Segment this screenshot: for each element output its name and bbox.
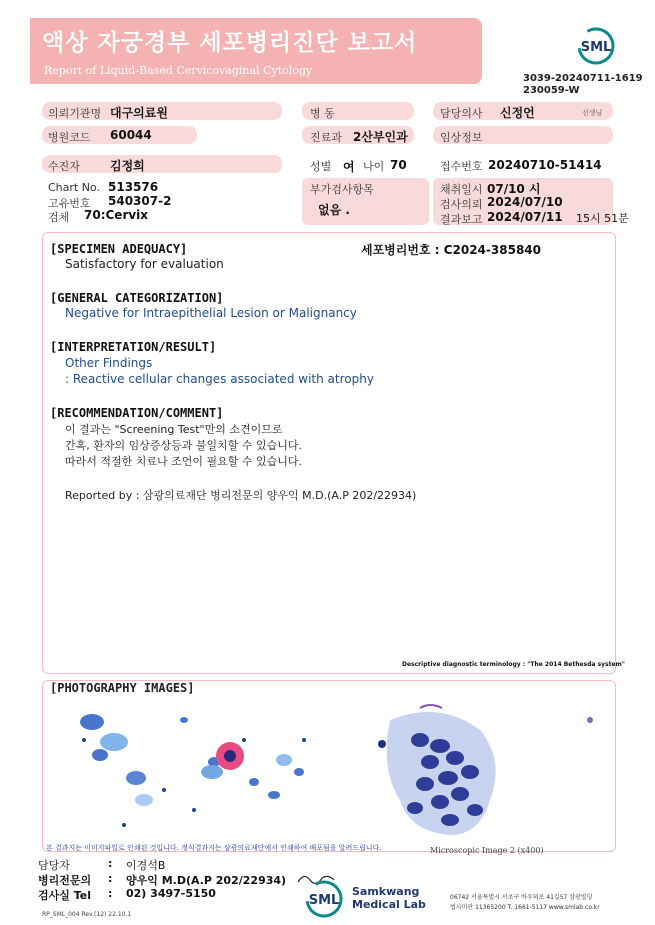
chart-value: 513576 bbox=[108, 180, 159, 194]
lab-address bbox=[450, 893, 600, 913]
adequacy-text: Satisfactory for evaluation bbox=[65, 257, 224, 271]
extra-value: 없음 . bbox=[318, 203, 350, 217]
sex-label: 성별 bbox=[310, 160, 332, 173]
photography-heading: [PHOTOGRAPHY IMAGES] bbox=[50, 681, 195, 695]
pathologist-colon: : bbox=[108, 872, 113, 885]
disclaimer-text: 본 결과지는 이미지파일로 인쇄된 것입니다. 정식결과지는 삼광의료재단에서 인쇄하여 배포됨을 알려드립니다. bbox=[46, 844, 382, 852]
microscopic-image-2 bbox=[330, 700, 614, 840]
institution-value: 대구의료원 bbox=[110, 106, 168, 120]
report-subtitle: Report of Liquid-Based Cervicovaginal Cytology bbox=[44, 64, 313, 77]
receipt-label: 접수번호 bbox=[440, 160, 483, 173]
clinical-label: 임상정보 bbox=[440, 131, 483, 144]
result-label: 결과보고 bbox=[440, 213, 483, 226]
specimen-value: 70:Cervix bbox=[84, 208, 149, 222]
staff-value: 이경석B bbox=[126, 859, 166, 872]
dept-label: 진료과 bbox=[310, 131, 342, 144]
extra-label: 부가검사항목 bbox=[310, 183, 374, 196]
doctor-label: 담당의사 bbox=[440, 107, 483, 120]
pathologist-label: 병리전문의 bbox=[38, 874, 92, 887]
institution-label: 의뢰기관명 bbox=[48, 107, 102, 120]
report-banner bbox=[30, 18, 482, 84]
specimen-label: 검체 bbox=[48, 211, 70, 224]
request-label: 검사의뢰 bbox=[440, 198, 483, 211]
doctor-value: 신정언 bbox=[500, 106, 535, 120]
unique-value: 540307-2 bbox=[108, 194, 172, 208]
doctor-suffix: 선생님 bbox=[582, 109, 603, 117]
microscopic-image-1 bbox=[44, 700, 328, 840]
form-number: RP_SML_004 Rev.(12) 22.10.1 bbox=[42, 911, 132, 918]
cytology-number: 세포병리번호 : C2024-385840 bbox=[361, 243, 541, 257]
report-code bbox=[523, 73, 643, 97]
chart-label: Chart No. bbox=[48, 181, 100, 194]
lab-address-line1: 06742 서울특별시 서초구 바우뫼로 41길57 삼광빌딩 bbox=[450, 894, 593, 901]
general-heading: [GENERAL CATEGORIZATION] bbox=[50, 291, 224, 305]
sml-footer-logo-icon bbox=[304, 879, 344, 919]
age-label: 나이 bbox=[363, 160, 385, 173]
tel-label: 검사실 Tel bbox=[38, 889, 91, 902]
lab-name-line1: Samkwang bbox=[352, 885, 420, 898]
logo-text: SML bbox=[580, 40, 612, 55]
recommendation-heading: [RECOMMENDATION/COMMENT] bbox=[50, 406, 224, 420]
reported-by: Reported by : 삼광의료재단 병리전문의 양우익 M.D.(A.P 202/22934) bbox=[65, 489, 417, 502]
sex-value: 여 bbox=[343, 160, 355, 174]
report-title: 액상 자궁경부 세포병리진단 보고서 bbox=[42, 30, 418, 56]
collect-value: 07/10 시 bbox=[487, 182, 541, 196]
hospital-code-label: 병원코드 bbox=[48, 131, 91, 144]
patient-label: 수진자 bbox=[48, 160, 80, 173]
recommendation-text-3: 따라서 적절한 치료나 조언이 필요할 수 있습니다. bbox=[65, 455, 302, 468]
unique-label: 고유번호 bbox=[48, 197, 91, 210]
general-text: Negative for Intraepithelial Lesion or Malignancy bbox=[65, 306, 357, 320]
tel-value: 02) 3497-5150 bbox=[126, 887, 216, 900]
lab-address-line2: 법사미판 11365200 T. 1661-5117 www.smlab.co.kr bbox=[450, 904, 600, 911]
patient-value: 김정희 bbox=[110, 159, 145, 173]
lab-name bbox=[352, 885, 426, 911]
result-value: 2024/07/11 bbox=[487, 210, 563, 224]
terminology-note: Descriptive diagnostic terminology : "The 2014 Bethesda system" bbox=[402, 661, 625, 668]
report-code-line2: 230059-W bbox=[523, 85, 580, 96]
age-value: 70 bbox=[390, 158, 407, 172]
interpretation-heading: [INTERPRETATION/RESULT] bbox=[50, 340, 217, 354]
hospital-code-value: 60044 bbox=[110, 128, 152, 142]
interpretation-text-2: : Reactive cellular changes associated with atrophy bbox=[65, 372, 374, 386]
report-code-line1: 3039-20240711-1619 bbox=[523, 73, 643, 84]
image-2-caption: Microscopic Image 2 (x400) bbox=[430, 846, 544, 855]
receipt-value: 20240710-51414 bbox=[488, 158, 602, 172]
footer-logo-text: SML bbox=[308, 893, 340, 908]
lab-name-line2: Medical Lab bbox=[352, 898, 426, 911]
adequacy-heading: [SPECIMEN ADEQUACY] bbox=[50, 242, 188, 256]
ward-label: 병 동 bbox=[310, 107, 335, 120]
recommendation-text-1: 이 결과는 "Screening Test"만의 소견이므로 bbox=[65, 423, 283, 436]
tel-colon: : bbox=[108, 887, 113, 900]
staff-colon: : bbox=[108, 857, 113, 870]
request-value: 2024/07/10 bbox=[487, 195, 563, 209]
recommendation-text-2: 간혹, 환자의 임상증상등과 불일치할 수 있습니다. bbox=[65, 439, 302, 452]
pathologist-value: 양우익 M.D(A.P 202/22934) bbox=[126, 874, 287, 887]
sml-logo-icon bbox=[576, 26, 616, 66]
dept-value: 2산부인과 bbox=[353, 130, 408, 144]
interpretation-text-1: Other Findings bbox=[65, 356, 153, 370]
staff-label: 담당자 bbox=[38, 859, 70, 872]
result-time: 15시 51분 bbox=[576, 212, 629, 225]
collect-label: 채취일시 bbox=[440, 183, 483, 196]
